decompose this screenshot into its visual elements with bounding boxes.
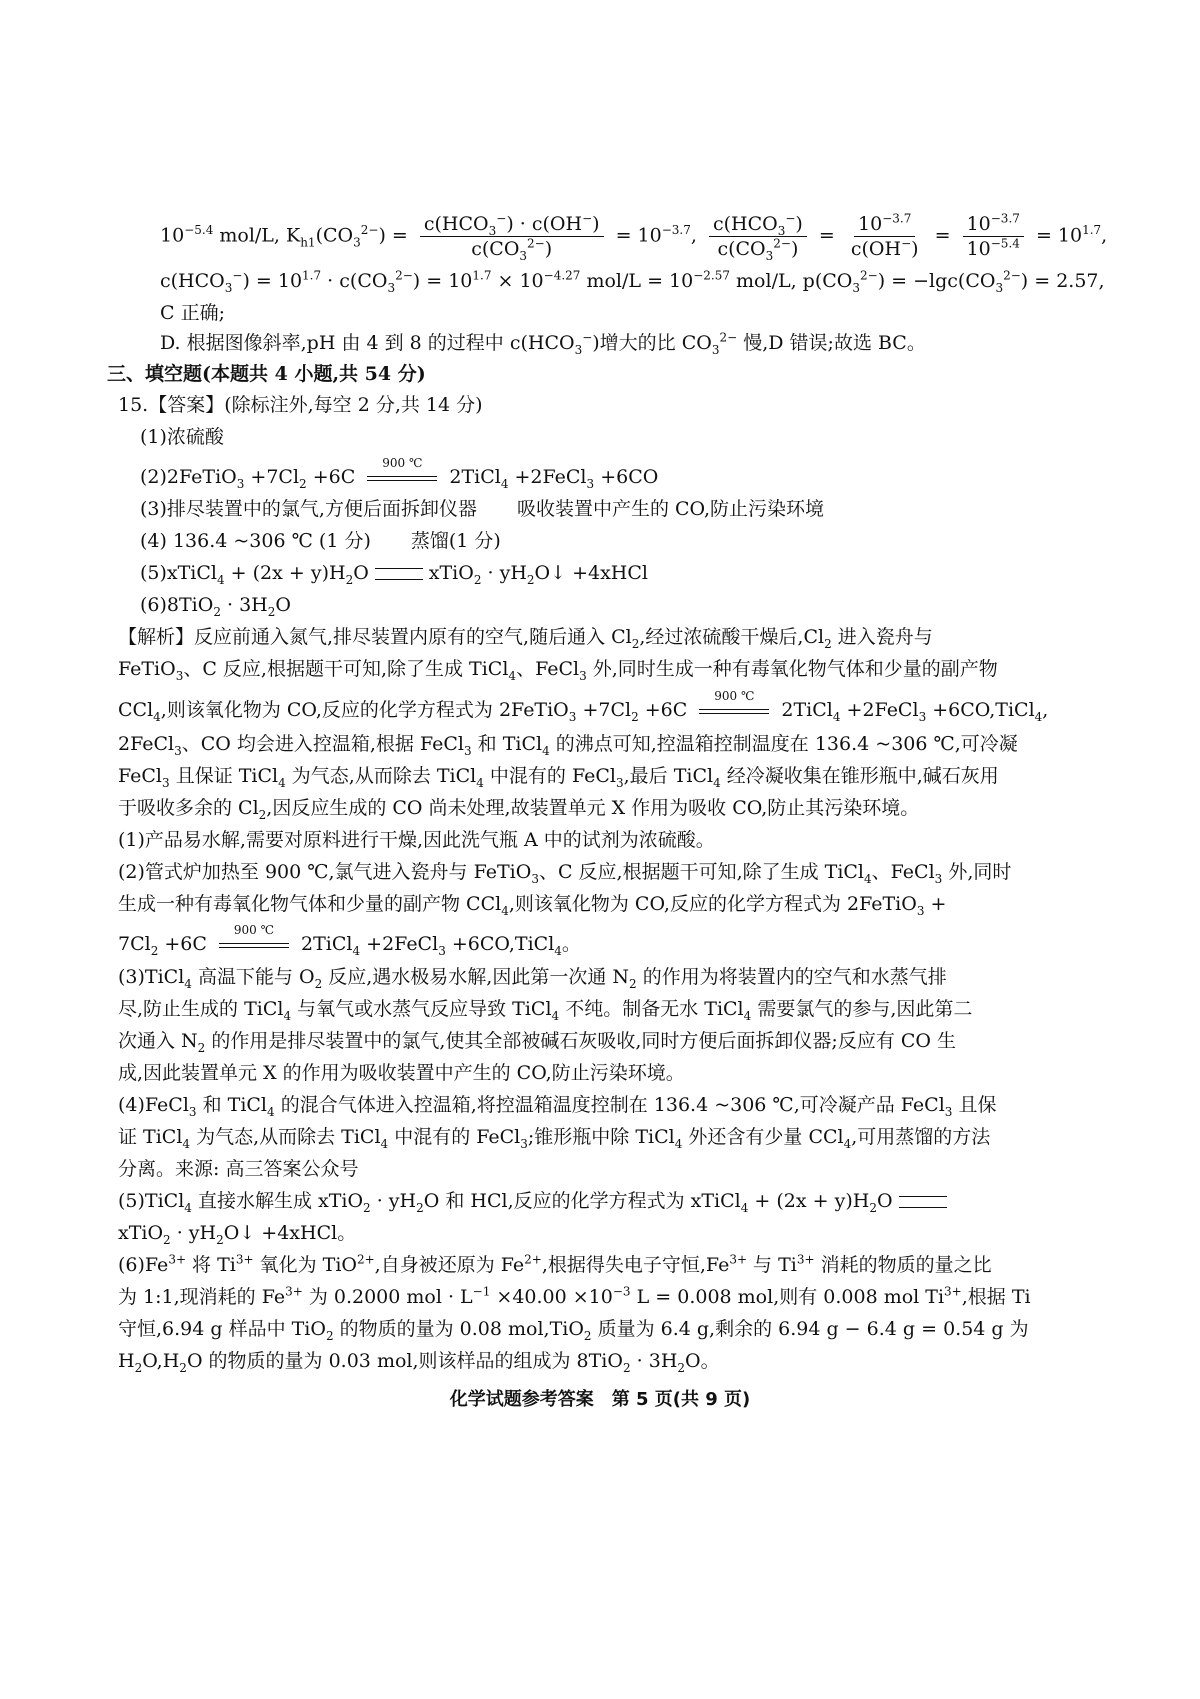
option-d-analysis: D. 根据图像斜率,pH 由 4 到 8 的过程中 $c(HCO_3^-)$增大的比 $CO_3^{2-}$ 慢,D 错误;故选 BC。 xyxy=(160,330,926,357)
answer-6: $(6)8TiO_2 \cdot 3H_2O$ xyxy=(140,594,291,619)
explanation-5-line-1: (5)TiCl$_4$ 直接水解生成 xTiO$_2$ · $yH_2O$ 和 HCl,反应的化学方程式为 xTiCl$_4$ + $(2x + y)H_2O$ xyxy=(118,1186,1068,1216)
analysis-line-4: 2FeCl$_3$、CO 均会进入控温箱,根据 FeCl$_3$ 和 TiCl$_4$ 的沸点可知,控温箱控制温度在 136.4 ~306 ℃,可冷凝 xyxy=(118,733,1018,758)
explanation-5-line-2: xTiO$_2$ · $yH_2O↓$ +4xHCl。 xyxy=(118,1222,357,1247)
fraction-ratio: $\frac{c(HCO_3^-)}{c(CO_3^{2-})}$ xyxy=(709,212,807,261)
explanation-2-line-2: 生成一种有毒氧化物气体和少量的副产物 CCl$_4$,则该氧化物为 CO,反应的化学方程式为 2FeTiO$_3$ + xyxy=(118,893,947,918)
explanation-6-line-4: $H_2O,H_2O$ 的物质的量为 0.03 mol,则该样品的组成为 $8TiO_2 \cdot 3H_2O$。 xyxy=(118,1350,720,1375)
analysis-line-2: FeTiO$_3$、C 反应,根据题干可知,除了生成 TiCl$_4$、FeCl$_3$ 外,同时生成一种有毒氧化物气体和少量的副产物 xyxy=(118,658,998,683)
reaction-condition-arrow: 900 ℃ xyxy=(697,701,771,721)
page-footer: 化学试题参考答案 第 5 页(共 9 页) xyxy=(449,1389,751,1410)
section-heading: 三、填空题(本题共 4 小题,共 54 分) xyxy=(107,363,426,385)
question-15-answer-header: 15.【答案】(除标注外,每空 2 分,共 14 分) xyxy=(118,394,483,416)
equals-sign xyxy=(899,1196,947,1208)
analysis-line-5: FeCl$_3$ 且保证 TiCl$_4$ 为气态,从而除去 TiCl$_4$ 中混有的 FeCl$_3$,最后 TiCl$_4$ 经冷凝收集在锥形瓶中,碱石灰用 xyxy=(118,765,999,790)
answer-5: (5)xTiCl$_4$ + $(2x + y)H_2O$ xTiO$_2$ · $yH_2O↓$ +4xHCl xyxy=(140,562,648,587)
explanation-3-line-1: (3)TiCl$_4$ 高温下能与 $O_2$ 反应,遇水极易水解,因此第一次通 $N_2$ 的作用为将装置内的空气和水蒸气排 xyxy=(118,966,947,991)
reaction-condition-arrow: 900 ℃ xyxy=(365,468,439,488)
answer-3: (3)排尽装置中的氯气,方便后面拆卸仪器 吸收装置中产生的 CO,防止污染环境 xyxy=(140,498,825,520)
fraction-kh1: $\frac{c(HCO_3^-) \cdot c(OH^-)}{c(CO_3^{2-})}$ xyxy=(420,212,604,261)
explanation-3-line-2: 尽,防止生成的 TiCl$_4$ 与氧气或水蒸气反应导致 TiCl$_4$ 不纯。制备无水 TiCl$_4$ 需要氯气的参与,因此第二 xyxy=(118,998,973,1023)
analysis-line-1: 【解析】反应前通入氮气,排尽装置内原有的空气,随后通入 $Cl_2$,经过浓硫酸干燥后$,Cl_2$ 进入瓷舟与 xyxy=(118,626,933,651)
hco3-concentration-line: $c(HCO_3^-) = 10^{1.7} \cdot c(CO_3^{2-}) = 10^{1.7} \times 10^{-4.27}$ $mol/L = 10^{-2.57}$ mol/L, $p(CO_3^{2-}) = -\lg c(CO_3^{2-}) = 2.57$, xyxy=(160,268,1105,295)
explanation-1: (1)产品易水解,需要对原料进行干燥,因此洗气瓶 A 中的试剂为浓硫酸。 xyxy=(118,829,715,851)
answer-1: (1)浓硫酸 xyxy=(140,426,224,448)
explanation-4-line-2: 证 TiCl$_4$ 为气态,从而除去 TiCl$_4$ 中混有的 FeCl$_3$;锥形瓶中除 TiCl$_4$ 外还含有少量 CCl$_4$,可用蒸馏的方法 xyxy=(118,1126,991,1151)
explanation-4-line-3: 分离。来源: 高三答案公众号 xyxy=(118,1158,359,1180)
reaction-condition-arrow: 900 ℃ xyxy=(217,935,291,955)
explanation-6-line-2: 为 1:1,现消耗的 $Fe^{3+}$ 为 0.2000 mol · $L^{-1} \times 40.00 \times 10^{-3}$ L = 0.008 mol,则有 0.008 mol $Ti^{3+}$,根据 Ti xyxy=(118,1284,1031,1308)
explanation-2-line-1: (2)管式炉加热至 900 ℃,氯气进入瓷舟与 FeTiO$_3$、C 反应,根据题干可知,除了生成 TiCl$_4$、FeCl$_3$ 外,同时 xyxy=(118,861,1012,886)
answer-4: (4) 136.4 ~306 ℃ (1 分) 蒸馏(1 分) xyxy=(140,530,501,552)
kh1-equation-line: $10^{-5.4}$ mol/L, $K_{h1}(CO_3^{2-})$ = $\frac{c(HCO_3^-) \cdot c(OH^-)}{c(CO_3^{2-})}$ = $10^{-3.7}$, $\frac{c(HCO_3^-)}{c(CO_3^{2-})}$ = $\frac{10^{-3.7}}{c(OH^-)}$ = $\frac{10^{-3.7}}{10^{-5.4}}$ = $10^{1.7}$, xyxy=(160,211,1108,263)
fraction-powers: $\frac{10^{-3.7}}{10^{-5.4}}$ xyxy=(963,212,1024,261)
explanation-3-line-4: 成,因此装置单元 X 的作用为吸收装置中产生的 CO,防止污染环境。 xyxy=(118,1062,685,1084)
answer-2: (2)2FeTiO$_3$ $+7Cl_2 +6C$ 900 ℃ 2TiCl$_4$ +2FeCl$_3$ +6CO xyxy=(140,456,659,491)
explanation-2-line-3: $7Cl_2 +6C$ 900 ℃ 2TiCl$_4$ +2FeCl$_3$ +6CO,TiCl$_4$。 xyxy=(118,923,581,958)
analysis-line-6: 于吸收多余的 $Cl_2$,因反应生成的 CO 尚未处理,故装置单元 X 作用为吸收 CO,防止其污染环境。 xyxy=(118,797,920,822)
fraction-oh: $\frac{10^{-3.7}}{c(OH^-)}$ xyxy=(850,211,919,260)
equals-sign xyxy=(375,568,423,580)
analysis-line-3: CCl$_4$,则该氧化物为 CO,反应的化学方程式为 2FeTiO$_3$ $+7Cl_2 +6C$ 900 ℃ 2TiCl$_4$ +2FeCl$_3$ +6CO,TiCl$_4$, xyxy=(118,689,1049,724)
explanation-4-line-1: (4)FeCl$_3$ 和 TiCl$_4$ 的混合气体进入控温箱,将控温箱温度控制在 136.4 ~306 ℃,可冷凝产品 FeCl$_3$ 且保 xyxy=(118,1094,997,1119)
explanation-6-line-1: $(6)Fe^{3+}$ 将 $Ti^{3+}$ 氧化为 TiO$^{2+}$,自身被还原为 $Fe^{2+}$,根据得失电子守恒$,Fe^{3+}$ 与 $Ti^{3+}$ 消耗的物质的量之比 xyxy=(118,1252,992,1276)
option-c-conclusion: C 正确; xyxy=(160,302,225,324)
explanation-3-line-3: 次通入 $N_2$ 的作用是排尽装置中的氯气,使其全部被碱石灰吸收,同时方便后面拆卸仪器;反应有 CO 生 xyxy=(118,1030,957,1055)
explanation-6-line-3: 守恒,6.94 g 样品中 TiO$_2$ 的物质的量为 0.08 mol,TiO$_2$ 质量为 6.4 g,剩余的 6.94 g − 6.4 g = 0.54 g 为 xyxy=(118,1318,1029,1343)
